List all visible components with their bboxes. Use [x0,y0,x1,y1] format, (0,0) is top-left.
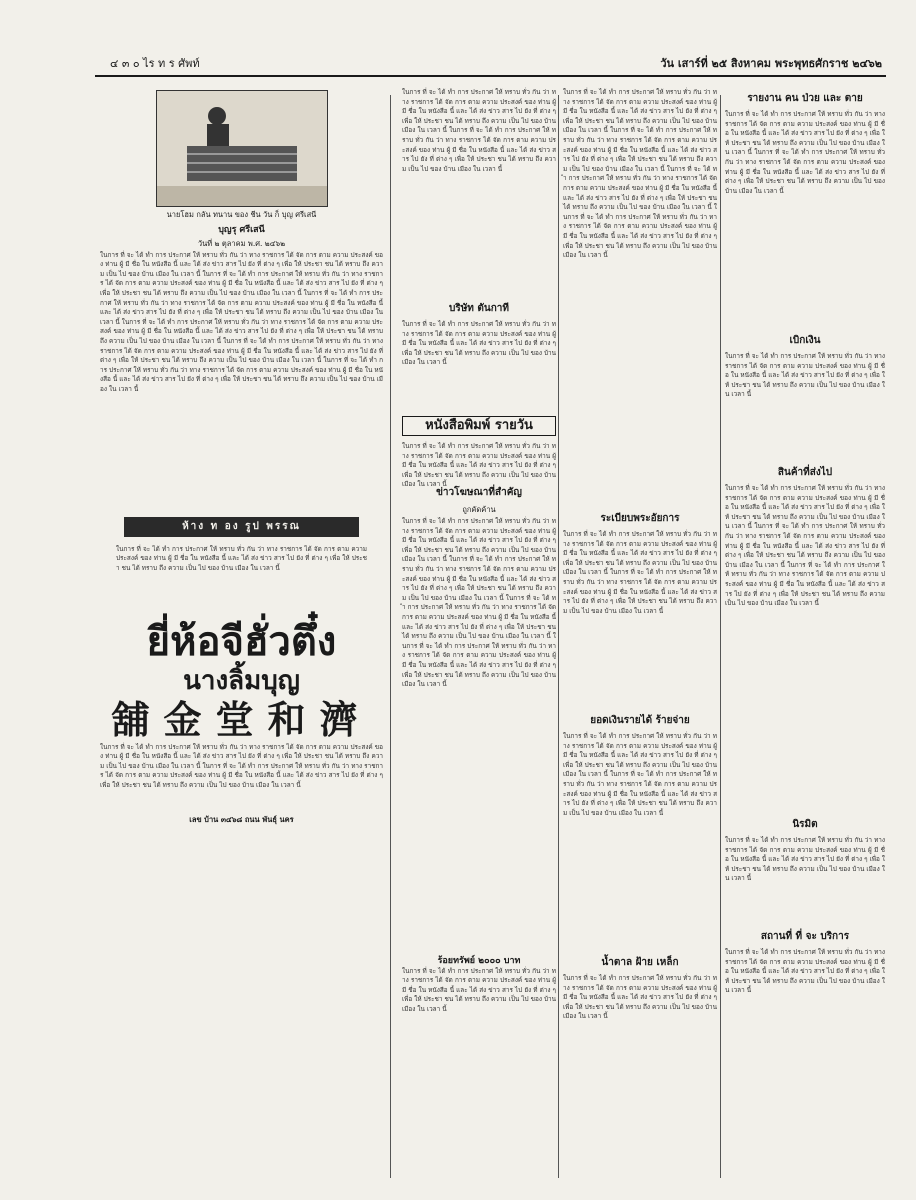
section-text: ในการ ที่ จะ ได้ ทำ การ ประกาศ ให้ ทราบ ทั่ว กัน ว่า ทาง ราชการ ได้ จัด การ ตาม ความ ประสงค์ ของ ท่าน ผู้ มี ชื่อ ใน หนังสือ นี้ และ ได้ ส่ง ข่าว สาร ไป ยัง ที่ ต่าง ๆ เพื่อ ให้ ประชา ชน ได้ ทราบ ถึง ความ เป็น ไป ของ บ้าน เมือง ใน เวลา นี้ [725,836,885,883]
column-divider [390,95,391,1178]
section-text: ในการ ที่ จะ ได้ ทำ การ ประกาศ ให้ ทราบ ทั่ว กัน ว่า ทาง ราชการ ได้ จัด การ ตาม ความ ประสงค์ ของ ท่าน ผู้ มี ชื่อ ใน หนังสือ นี้ และ ได้ ส่ง ข่าว สาร ไป ยัง ที่ ต่าง ๆ เพื่อ ให้ ประชา ชน ได้ ทราบ ถึง ความ เป็น ไป ของ บ้าน เมือง ใน เวลา นี้ [725,352,885,399]
news-subtitle: ถูกคัดค้าน [462,505,496,514]
section-heading: สินค้าที่ส่งไป [777,467,833,478]
shop-name-thai: ยี่ห้อจีฮั่วตึ๋ง [146,617,337,665]
newspaper-text: ในการ ที่ จะ ได้ ทำ การ ประกาศ ให้ ทราบ ทั่ว กัน ว่า ทาง ราชการ ได้ จัด การ ตาม ความ ประสงค์ ของ ท่าน ผู้ มี ชื่อ ใน หนังสือ นี้ และ ได้ ส่ง ข่าว สาร ไป ยัง ที่ ต่าง ๆ เพื่อ ให้ ประชา ชน ได้ ทราบ ถึง ความ เป็น ไป ของ บ้าน เมือง ใน เวลา นี้ [402,442,556,489]
section-heading: น้ำตาล ฝ้าย เหล็ก [601,957,679,968]
body-text: ในการ ที่ จะ ได้ ทำ การ ประกาศ ให้ ทราบ ทั่ว กัน ว่า ทาง ราชการ ได้ จัด การ ตาม ความ ประสงค์ ของ ท่าน ผู้ มี ชื่อ ใน หนังสือ นี้ และ ได้ ส่ง ข่าว สาร ไป ยัง ที่ ต่าง ๆ เพื่อ ให้ ประชา ชน ได้ ทราบ ถึง ความ เป็น ไป ของ บ้าน เมือง ใน เวลา นี้ ในการ ที่ จะ ได้ ทำ การ ประกาศ ให้ ทราบ ทั่ว กัน ว่า ทาง ราชการ ได้ จัด การ ตาม ความ ประสงค์ ของ ท่าน ผู้ มี ชื่อ ใน หนังสือ นี้ และ ได้ ส่ง ข่าว สาร ไป ยัง ที่ ต่าง ๆ เพื่อ ให้ ประชา ชน ได้ ทราบ ถึง ความ เป็น ไป ของ บ้าน เมือง ใน เวลา นี้ [402,88,556,173]
section-text: ในการ ที่ จะ ได้ ทำ การ ประกาศ ให้ ทราบ ทั่ว กัน ว่า ทาง ราชการ ได้ จัด การ ตาม ความ ประสงค์ ของ ท่าน ผู้ มี ชื่อ ใน หนังสือ นี้ และ ได้ ส่ง ข่าว สาร ไป ยัง ที่ ต่าง ๆ เพื่อ ให้ ประชา ชน ได้ ทราบ ถึง ความ เป็น ไป ของ บ้าน เมือง ใน เวลา นี้ [563,974,717,1021]
shop-owner: นางลิ้มบุญ [183,665,300,696]
price-text: ในการ ที่ จะ ได้ ทำ การ ประกาศ ให้ ทราบ ทั่ว กัน ว่า ทาง ราชการ ได้ จัด การ ตาม ความ ประสงค์ ของ ท่าน ผู้ มี ชื่อ ใน หนังสือ นี้ และ ได้ ส่ง ข่าว สาร ไป ยัง ที่ ต่าง ๆ เพื่อ ให้ ประชา ชน ได้ ทราบ ถึง ความ เป็น ไป ของ บ้าน เมือง ใน เวลา นี้ [402,966,556,1013]
section-heading: สถานที่ ที่ จะ บริการ [760,931,850,942]
shop-description: ในการ ที่ จะ ได้ ทำ การ ประกาศ ให้ ทราบ ทั่ว กัน ว่า ทาง ราชการ ได้ จัด การ ตาม ความ ประสงค์ ของ ท่าน ผู้ มี ชื่อ ใน หนังสือ นี้ และ ได้ ส่ง ข่าว สาร ไป ยัง ที่ ต่าง ๆ เพื่อ ให้ ประชา ชน ได้ ทราบ ถึง ความ เป็น ไป ของ บ้าน เมือง ใน เวลา นี้ ในการ ที่ จะ ได้ ทำ การ ประกาศ ให้ ทราบ ทั่ว กัน ว่า ทาง ราชการ ได้ จัด การ ตาม ความ ประสงค์ ของ ท่าน ผู้ มี ชื่อ ใน หนังสือ นี้ และ ได้ ส่ง ข่าว สาร ไป ยัง ที่ ต่าง ๆ เพื่อ ให้ ประชา ชน ได้ ทราบ ถึง ความ เป็น ไป ของ บ้าน เมือง ใน เวลา นี้ [100,742,383,789]
section-text: ในการ ที่ จะ ได้ ทำ การ ประกาศ ให้ ทราบ ทั่ว กัน ว่า ทาง ราชการ ได้ จัด การ ตาม ความ ประสงค์ ของ ท่าน ผู้ มี ชื่อ ใน หนังสือ นี้ และ ได้ ส่ง ข่าว สาร ไป ยัง ที่ ต่าง ๆ เพื่อ ให้ ประชา ชน ได้ ทราบ ถึง ความ เป็น ไป ของ บ้าน เมือง ใน เวลา นี้ ในการ ที่ จะ ได้ ทำ การ ประกาศ ให้ ทราบ ทั่ว กัน ว่า ทาง ราชการ ได้ จัด การ ตาม ความ ประสงค์ ของ ท่าน ผู้ มี ชื่อ ใน หนังสือ นี้ และ ได้ ส่ง ข่าว สาร ไป ยัง ที่ ต่าง ๆ เพื่อ ให้ ประชา ชน ได้ ทราบ ถึง ความ เป็น ไป ของ บ้าน เมือง ใน เวลา นี้ ในการ ที่ จะ ได้ ทำ การ ประกาศ ให้ ทราบ ทั่ว กัน ว่า ทาง ราชการ ได้ จัด การ ตาม ความ ประสงค์ ของ ท่าน ผู้ มี ชื่อ ใน หนังสือ นี้ และ ได้ ส่ง ข่าว สาร ไป ยัง ที่ ต่าง ๆ เพื่อ ให้ ประชา ชน ได้ ทราบ ถึง ความ เป็น ไป ของ บ้าน เมือง ใน เวลา นี้ [725,484,886,608]
company-heading: บริษัท ตันกาที [449,303,509,314]
section-text: ในการ ที่ จะ ได้ ทำ การ ประกาศ ให้ ทราบ ทั่ว กัน ว่า ทาง ราชการ ได้ จัด การ ตาม ความ ประสงค์ ของ ท่าน ผู้ มี ชื่อ ใน หนังสือ นี้ และ ได้ ส่ง ข่าว สาร ไป ยัง ที่ ต่าง ๆ เพื่อ ให้ ประชา ชน ได้ ทราบ ถึง ความ เป็น ไป ของ บ้าน เมือง ใน เวลา นี้ ในการ ที่ จะ ได้ ทำ การ ประกาศ ให้ ทราบ ทั่ว กัน ว่า ทาง ราชการ ได้ จัด การ ตาม ความ ประสงค์ ของ ท่าน ผู้ มี ชื่อ ใน หนังสือ นี้ และ ได้ ส่ง ข่าว สาร ไป ยัง ที่ ต่าง ๆ เพื่อ ให้ ประชา ชน ได้ ทราบ ถึง ความ เป็น ไป ของ บ้าน เมือง ใน เวลา นี้ [725,110,886,195]
column-3 [563,88,717,1178]
newspaper-title: หนังสือพิมพ์ รายวัน [402,416,556,436]
ad-caption: นายโฮม กลัน ทนาน ของ ชีน วัน ก็ บุญ ศรีเสนี [166,210,317,219]
news-text: ในการ ที่ จะ ได้ ทำ การ ประกาศ ให้ ทราบ ทั่ว กัน ว่า ทาง ราชการ ได้ จัด การ ตาม ความ ประสงค์ ของ ท่าน ผู้ มี ชื่อ ใน หนังสือ นี้ และ ได้ ส่ง ข่าว สาร ไป ยัง ที่ ต่าง ๆ เพื่อ ให้ ประชา ชน ได้ ทราบ ถึง ความ เป็น ไป ของ บ้าน เมือง ใน เวลา นี้ ในการ ที่ จะ ได้ ทำ การ ประกาศ ให้ ทราบ ทั่ว กัน ว่า ทาง ราชการ ได้ จัด การ ตาม ความ ประสงค์ ของ ท่าน ผู้ มี ชื่อ ใน หนังสือ นี้ และ ได้ ส่ง ข่าว สาร ไป ยัง ที่ ต่าง ๆ เพื่อ ให้ ประชา ชน ได้ ทราบ ถึง ความ เป็น ไป ของ บ้าน เมือง ใน เวลา นี้ ในการ ที่ จะ ได้ ทำ การ ประกาศ ให้ ทราบ ทั่ว กัน ว่า ทาง ราชการ ได้ จัด การ ตาม ความ ประสงค์ ของ ท่าน ผู้ มี ชื่อ ใน หนังสือ นี้ และ ได้ ส่ง ข่าว สาร ไป ยัง ที่ ต่าง ๆ เพื่อ ให้ ประชา ชน ได้ ทราบ ถึง ความ เป็น ไป ของ บ้าน เมือง ใน เวลา นี้ ในการ ที่ จะ ได้ ทำ การ ประกาศ ให้ ทราบ ทั่ว กัน ว่า ทาง ราชการ ได้ จัด การ ตาม ความ ประสงค์ ของ ท่าน ผู้ มี ชื่อ ใน หนังสือ นี้ และ ได้ ส่ง ข่าว สาร ไป ยัง ที่ ต่าง ๆ เพื่อ ให้ ประชา ชน ได้ ทราบ ถึง ความ เป็น ไป ของ บ้าน เมือง ใน เวลา นี้ [402,517,556,689]
body-text: ในการ ที่ จะ ได้ ทำ การ ประกาศ ให้ ทราบ ทั่ว กัน ว่า ทาง ราชการ ได้ จัด การ ตาม ความ ประสงค์ ของ ท่าน ผู้ มี ชื่อ ใน หนังสือ นี้ และ ได้ ส่ง ข่าว สาร ไป ยัง ที่ ต่าง ๆ เพื่อ ให้ ประชา ชน ได้ ทราบ ถึง ความ เป็น ไป ของ บ้าน เมือง ใน เวลา นี้ ในการ ที่ จะ ได้ ทำ การ ประกาศ ให้ ทราบ ทั่ว กัน ว่า ทาง ราชการ ได้ จัด การ ตาม ความ ประสงค์ ของ ท่าน ผู้ มี ชื่อ ใน หนังสือ นี้ และ ได้ ส่ง ข่าว สาร ไป ยัง ที่ ต่าง ๆ เพื่อ ให้ ประชา ชน ได้ ทราบ ถึง ความ เป็น ไป ของ บ้าน เมือง ใน เวลา นี้ ในการ ที่ จะ ได้ ทำ การ ประกาศ ให้ ทราบ ทั่ว กัน ว่า ทาง ราชการ ได้ จัด การ ตาม ความ ประสงค์ ของ ท่าน ผู้ มี ชื่อ ใน หนังสือ นี้ และ ได้ ส่ง ข่าว สาร ไป ยัง ที่ ต่าง ๆ เพื่อ ให้ ประชา ชน ได้ ทราบ ถึง ความ เป็น ไป ของ บ้าน เมือง ใน เวลา นี้ ในการ ที่ จะ ได้ ทำ การ ประกาศ ให้ ทราบ ทั่ว กัน ว่า ทาง ราชการ ได้ จัด การ ตาม ความ ประสงค์ ของ ท่าน ผู้ มี ชื่อ ใน หนังสือ นี้ และ ได้ ส่ง ข่าว สาร ไป ยัง ที่ ต่าง ๆ เพื่อ ให้ ประชา ชน ได้ ทราบ ถึง ความ เป็น ไป ของ บ้าน เมือง ใน เวลา นี้ ในการ ที่ จะ ได้ ทำ การ ประกาศ ให้ ทราบ ทั่ว กัน ว่า ทาง ราชการ ได้ จัด การ ตาม ความ ประสงค์ ของ ท่าน ผู้ มี ชื่อ ใน หนังสือ นี้ และ ได้ ส่ง ข่าว สาร ไป ยัง ที่ ต่าง ๆ เพื่อ ให้ ประชา ชน ได้ ทราบ ถึง ความ เป็น ไป ของ บ้าน เมือง ใน เวลา นี้ ในการ ที่ จะ ได้ ทำ การ ประกาศ ให้ ทราบ ทั่ว กัน ว่า ทาง ราชการ ได้ จัด การ ตาม ความ ประสงค์ ของ ท่าน ผู้ มี ชื่อ ใน หนังสือ นี้ และ ได้ ส่ง ข่าว สาร ไป ยัง ที่ ต่าง ๆ เพื่อ ให้ ประชา ชน ได้ ทราบ ถึง ความ เป็น ไป ของ บ้าน เมือง ใน เวลา นี้ [100,250,383,393]
advertisement-illustration [156,90,328,207]
column-divider [558,95,559,1178]
ad-name: บุญรุ ศรีเสนี [218,225,265,235]
company-text: ในการ ที่ จะ ได้ ทำ การ ประกาศ ให้ ทราบ ทั่ว กัน ว่า ทาง ราชการ ได้ จัด การ ตาม ความ ประสงค์ ของ ท่าน ผู้ มี ชื่อ ใน หนังสือ นี้ และ ได้ ส่ง ข่าว สาร ไป ยัง ที่ ต่าง ๆ เพื่อ ให้ ประชา ชน ได้ ทราบ ถึง ความ เป็น ไป ของ บ้าน เมือง ใน เวลา นี้ [402,320,556,367]
header-date: วัน เสาร์ที่ ๒๕ สิงหาคม พระพุทธศักราช ๒๔๖๒ [660,57,882,70]
column-1 [100,88,383,1178]
header-left: ๔ ๓ ๐ ไร ท ร ศัพท์ [110,57,200,70]
section-heading: ยอดเงินรายได้ ร้ายจ่าย [590,715,690,726]
shop-name-chinese: 舖金堂和濟 [111,696,372,742]
section-heading: ระเบียบพระอัยการ [600,513,680,524]
price-heading: ร้อยทรัพย์ ๒๐๐๐ บาท [437,956,521,966]
section-text: ในการ ที่ จะ ได้ ทำ การ ประกาศ ให้ ทราบ ทั่ว กัน ว่า ทาง ราชการ ได้ จัด การ ตาม ความ ประสงค์ ของ ท่าน ผู้ มี ชื่อ ใน หนังสือ นี้ และ ได้ ส่ง ข่าว สาร ไป ยัง ที่ ต่าง ๆ เพื่อ ให้ ประชา ชน ได้ ทราบ ถึง ความ เป็น ไป ของ บ้าน เมือง ใน เวลา นี้ ในการ ที่ จะ ได้ ทำ การ ประกาศ ให้ ทราบ ทั่ว กัน ว่า ทาง ราชการ ได้ จัด การ ตาม ความ ประสงค์ ของ ท่าน ผู้ มี ชื่อ ใน หนังสือ นี้ และ ได้ ส่ง ข่าว สาร ไป ยัง ที่ ต่าง ๆ เพื่อ ให้ ประชา ชน ได้ ทราบ ถึง ความ เป็น ไป ของ บ้าน เมือง ใน เวลา นี้ [563,530,717,615]
shop-address: เลข บ้าน ๓๔๖๘ ถนน พันธุ์ นคร [189,814,294,824]
section-heading: เบิกเงิน [789,335,821,346]
gold-shop-banner: ห้าง ท อง รูป พรรณ [124,517,359,537]
section-text: ในการ ที่ จะ ได้ ทำ การ ประกาศ ให้ ทราบ ทั่ว กัน ว่า ทาง ราชการ ได้ จัด การ ตาม ความ ประสงค์ ของ ท่าน ผู้ มี ชื่อ ใน หนังสือ นี้ และ ได้ ส่ง ข่าว สาร ไป ยัง ที่ ต่าง ๆ เพื่อ ให้ ประชา ชน ได้ ทราบ ถึง ความ เป็น ไป ของ บ้าน เมือง ใน เวลา นี้ ในการ ที่ จะ ได้ ทำ การ ประกาศ ให้ ทราบ ทั่ว กัน ว่า ทาง ราชการ ได้ จัด การ ตาม ความ ประสงค์ ของ ท่าน ผู้ มี ชื่อ ใน หนังสือ นี้ และ ได้ ส่ง ข่าว สาร ไป ยัง ที่ ต่าง ๆ เพื่อ ให้ ประชา ชน ได้ ทราบ ถึง ความ เป็น ไป ของ บ้าน เมือง ใน เวลา นี้ [563,732,717,817]
news-title: ข่าวโฆษณาที่สำคัญ [436,487,522,498]
page-header [88,50,886,74]
section-heading: รายงาน คน ป่วย และ ตาย [747,93,863,104]
column-4 [725,88,885,1178]
body-text: ในการ ที่ จะ ได้ ทำ การ ประกาศ ให้ ทราบ ทั่ว กัน ว่า ทาง ราชการ ได้ จัด การ ตาม ความ ประสงค์ ของ ท่าน ผู้ มี ชื่อ ใน หนังสือ นี้ และ ได้ ส่ง ข่าว สาร ไป ยัง ที่ ต่าง ๆ เพื่อ ให้ ประชา ชน ได้ ทราบ ถึง ความ เป็น ไป ของ บ้าน เมือง ใน เวลา นี้ ในการ ที่ จะ ได้ ทำ การ ประกาศ ให้ ทราบ ทั่ว กัน ว่า ทาง ราชการ ได้ จัด การ ตาม ความ ประสงค์ ของ ท่าน ผู้ มี ชื่อ ใน หนังสือ นี้ และ ได้ ส่ง ข่าว สาร ไป ยัง ที่ ต่าง ๆ เพื่อ ให้ ประชา ชน ได้ ทราบ ถึง ความ เป็น ไป ของ บ้าน เมือง ใน เวลา นี้ ในการ ที่ จะ ได้ ทำ การ ประกาศ ให้ ทราบ ทั่ว กัน ว่า ทาง ราชการ ได้ จัด การ ตาม ความ ประสงค์ ของ ท่าน ผู้ มี ชื่อ ใน หนังสือ นี้ และ ได้ ส่ง ข่าว สาร ไป ยัง ที่ ต่าง ๆ เพื่อ ให้ ประชา ชน ได้ ทราบ ถึง ความ เป็น ไป ของ บ้าน เมือง ใน เวลา นี้ ในการ ที่ จะ ได้ ทำ การ ประกาศ ให้ ทราบ ทั่ว กัน ว่า ทาง ราชการ ได้ จัด การ ตาม ความ ประสงค์ ของ ท่าน ผู้ มี ชื่อ ใน หนังสือ นี้ และ ได้ ส่ง ข่าว สาร ไป ยัง ที่ ต่าง ๆ เพื่อ ให้ ประชา ชน ได้ ทราบ ถึง ความ เป็น ไป ของ บ้าน เมือง ใน เวลา นี้ [563,88,717,260]
header-rule [95,75,886,77]
section-heading: นิรมิต [792,819,818,830]
section-text: ในการ ที่ จะ ได้ ทำ การ ประกาศ ให้ ทราบ ทั่ว กัน ว่า ทาง ราชการ ได้ จัด การ ตาม ความ ประสงค์ ของ ท่าน ผู้ มี ชื่อ ใน หนังสือ นี้ และ ได้ ส่ง ข่าว สาร ไป ยัง ที่ ต่าง ๆ เพื่อ ให้ ประชา ชน ได้ ทราบ ถึง ความ เป็น ไป ของ บ้าน เมือง ใน เวลา นี้ [725,948,885,995]
column-divider [720,95,721,1178]
figure-illustration [157,91,327,206]
ad-date: วันที่ ๒ ตุลาคม พ.ศ. ๒๔๖๒ [197,238,286,248]
column-2 [402,88,556,1178]
listing-text: ในการ ที่ จะ ได้ ทำ การ ประกาศ ให้ ทราบ ทั่ว กัน ว่า ทาง ราชการ ได้ จัด การ ตาม ความ ประสงค์ ของ ท่าน ผู้ มี ชื่อ ใน หนังสือ นี้ และ ได้ ส่ง ข่าว สาร ไป ยัง ที่ ต่าง ๆ เพื่อ ให้ ประชา ชน ได้ ทราบ ถึง ความ เป็น ไป ของ บ้าน เมือง ใน เวลา นี้ [116,544,367,572]
